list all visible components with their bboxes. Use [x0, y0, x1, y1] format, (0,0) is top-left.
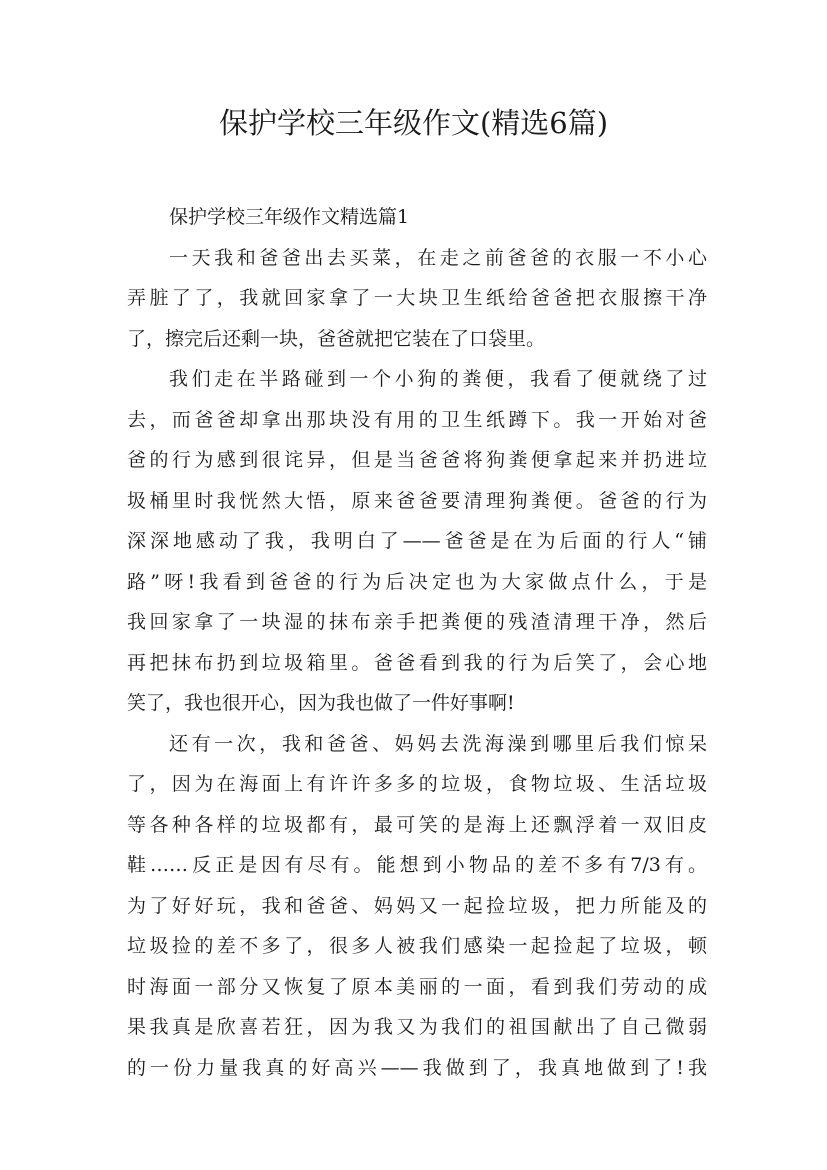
text-line: 深深地感动了我，我明白了——爸爸是在为后面的行人“铺	[127, 530, 707, 552]
text-line: 笑了，我也很开心，因为我也做了一件好事啊!	[127, 692, 515, 714]
text-line: 我们走在半路碰到一个小狗的粪便，我看了便就绕了过	[169, 368, 707, 390]
text-line: 了，擦完后还剩一块，爸爸就把它装在了口袋里。	[127, 327, 546, 350]
text-line: 了，因为在海面上有许许多多的垃圾，食物垃圾、生活垃圾	[127, 773, 707, 795]
text-line: 等各种各样的垃圾都有，最可笑的是海上还飘浮着一双旧皮	[127, 813, 707, 836]
document-body	[127, 197, 707, 1088]
text-line: 还有一次，我和爸爸、妈妈去洗海澡到哪里后我们惊呆	[169, 732, 707, 755]
text-line: 爸的行为感到很诧异，但是当爸爸将狗粪便拿起来并扔进垃	[127, 449, 707, 471]
text-line: 果我真是欣喜若狂，因为我又为我们的祖国献出了自己微弱	[127, 1016, 707, 1038]
text-line: 时海面一部分又恢复了原本美丽的一面，看到我们劳动的成	[127, 975, 707, 998]
document-title: 保护学校三年级作文(精选6篇)	[218, 106, 609, 140]
text-line: 为了好好玩，我和爸爸、妈妈又一起捡垃圾，把力所能及的	[127, 894, 707, 917]
text-line: 的一份力量我真的好高兴——我做到了，我真地做到了!我	[127, 1056, 707, 1079]
text-line: 圾桶里时我恍然大悟，原来爸爸要清理狗粪便。爸爸的行为	[127, 489, 707, 512]
text-line: 鞋……反正是因有尽有。能想到小物品的差不多有7/3有。	[127, 854, 707, 876]
text-line: 去，而爸爸却拿出那块没有用的卫生纸蹲下。我一开始对爸	[127, 408, 707, 431]
text-line: 再把抹布扔到垃圾箱里。爸爸看到我的行为后笑了，会心地	[127, 651, 707, 674]
text-line: 我回家拿了一块湿的抹布亲手把粪便的残渣清理干净，然后	[127, 611, 707, 633]
section-heading: 保护学校三年级作文精选篇1	[169, 206, 410, 228]
text-line: 垃圾捡的差不多了，很多人被我们感染一起捡起了垃圾，顿	[127, 935, 707, 957]
text-line: 一天我和爸爸出去买菜，在走之前爸爸的衣服一不小心	[169, 246, 707, 269]
text-line: 路”呀!我看到爸爸的行为后决定也为大家做点什么，于是	[127, 570, 707, 593]
text-line: 弄脏了了，我就回家拿了一大块卫生纸给爸爸把衣服擦干净	[127, 287, 707, 309]
